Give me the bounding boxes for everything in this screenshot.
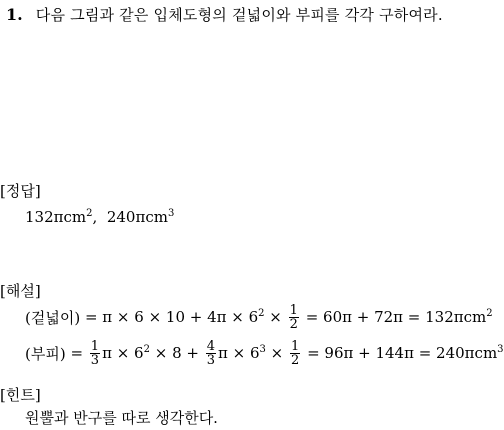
explanation-heading: [해설] [0, 282, 41, 300]
answer-volume-unit: cm [145, 208, 168, 226]
answer-heading: [정답] [0, 182, 41, 200]
question-number: 1. [6, 5, 23, 24]
answer-line [25, 208, 174, 226]
figure-placeholder [0, 40, 485, 180]
volume-fraction-1: $\frac{1}{3}$ [90, 338, 100, 368]
answer-surface-unit: cm [63, 208, 87, 226]
answer-surface: 132π [25, 208, 64, 226]
surface-label: (겉넓이) [25, 308, 81, 327]
volume-result: = 96π + 144π = 240πcm$^3$ [302, 344, 504, 362]
question-line [6, 4, 443, 25]
answer-volume-exp: 3 [167, 208, 175, 219]
hint-text: 원뿔과 반구를 따로 생각한다. [25, 409, 218, 427]
surface-expr: = $\pi \times 6 \times 10 + 4\pi \times 6^2$ × [80, 308, 287, 326]
volume-eq: = [65, 344, 88, 362]
volume-label: (부피) [25, 344, 66, 363]
answer-volume: 240π [106, 208, 146, 226]
volume-fraction-3: $\frac{1}{2}$ [291, 338, 300, 368]
hint-heading: [힌트] [0, 386, 41, 404]
explanation-line-volume [25, 336, 504, 370]
answer-separator: , [92, 208, 107, 226]
surface-fraction: $\frac{1}{2}$ [289, 302, 298, 332]
explanation-line-surface [25, 300, 493, 334]
answer-surface-exp: 2 [86, 208, 93, 219]
surface-result: = 60π + 72π = 132πcm$^2$ [300, 308, 493, 326]
volume-fraction-2: $\frac{4}{3}$ [206, 338, 216, 368]
volume-expr-c: $\pi \times 6^3$ × [218, 344, 289, 362]
volume-expr-a: $\pi \times 6^2 \times 8$ + [102, 344, 204, 362]
question-text: 다음 그림과 같은 입체도형의 겉넓이와 부피를 각각 구하여라. [35, 6, 443, 24]
